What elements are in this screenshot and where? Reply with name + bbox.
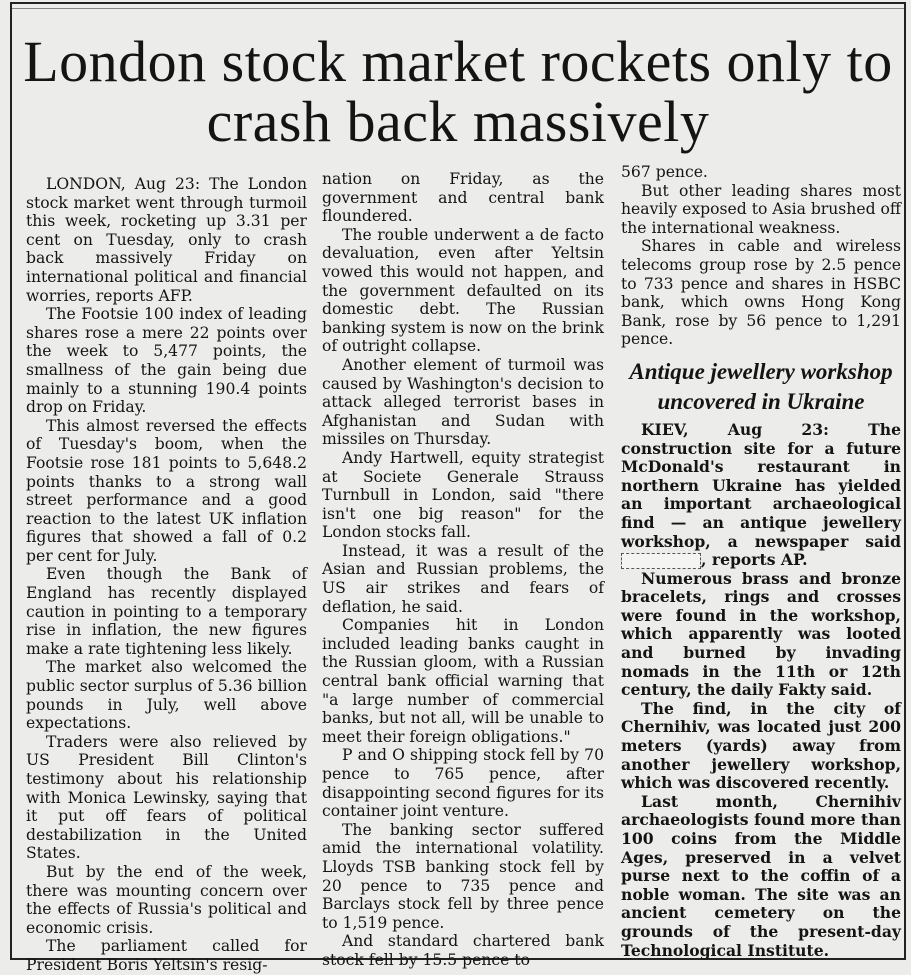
paragraph: The Footsie 100 index of leading shares rose a mere 22 points over the week to 5,477 points, the smallness of the gain being due mainly to a stunning 190.4 points drop on Friday. — [26, 305, 307, 417]
paragraph — [621, 421, 901, 570]
paragraph: This almost reversed the effects of Tuesday's boom, when the Footsie rose 181 points to 5,648.2 points thanks to a strong wall street performance and a good reaction to the latest UK inflation figures that showed a fall of 0.2 per cent for July. — [26, 416, 307, 565]
paragraph: Andy Hartwell, equity strategist at Societe Generale Strauss Turnbull in London, said "there isn't one big reason" for the London stocks fall. — [322, 448, 604, 542]
article-frame — [10, 2, 906, 974]
paragraph: The parliament called for President Boris Yeltsin's resig- — [26, 937, 307, 974]
paragraph: Companies hit in London included leading banks caught in the Russian gloom, with a Russian central bank official warning that "a large number of commercial banks, but not all, will be unable to meet their foreign obligations." — [322, 616, 604, 746]
paragraph: But other leading shares most heavily exposed to Asia brushed off the international weakness. — [621, 181, 901, 237]
paragraph: But by the end of the week, there was mounting concern over the effects of Russia's political and economic crisis. — [26, 862, 307, 937]
redacted-source — [621, 553, 701, 569]
column-3 — [621, 163, 901, 958]
paragraph: Another element of turmoil was caused by Washington's decision to attack alleged terrorist bases in Afghanistan and Sudan with missiles on Thursday. — [322, 355, 604, 449]
paragraph: 567 pence. — [621, 163, 708, 181]
paragraph: nation on Friday, as the government and central bank floundered. — [322, 170, 604, 226]
headline: London stock market rockets only to crash back massively — [23, 29, 893, 154]
paragraph: And standard chartered bank stock fell by 15.5 pence to — [322, 932, 604, 969]
paragraph: The banking sector suffered amid the international volatility. Lloyds TSB banking stock fell by 20 pence to 735 pence and Barclays stock fell by three pence to 1,519 pence. — [322, 820, 604, 932]
sidebar-story — [621, 421, 901, 960]
column-2 — [322, 170, 604, 969]
paragraph: LONDON, Aug 23: The London stock market went through turmoil this week, rocketing up 3.31 per cent on Tuesday, only to crash back massively Friday on international political and financial worries, reports AFP. — [26, 175, 307, 305]
column-1 — [26, 175, 307, 974]
top-rule — [12, 4, 904, 9]
paragraph: Shares in cable and wireless telecoms group rose by 2.5 pence to 733 pence and shares in HSBC bank, which owns Hong Kong Bank, rose by 56 pence to 1,291 pence. — [621, 237, 901, 349]
paragraph: Last month, Chernihiv archaeologists found more than 100 coins from the Middle Ages, preserved in a velvet purse next to the coffin of a noble woman. The site was an ancient cemetery on the grounds of the present-day Technological Institute. — [621, 791, 901, 960]
paragraph-text: KIEV, Aug 23: The construction site for a future McDonald's restaurant in northern Ukraine has yielded an important archaeological find — an antique jewellery workshop, a newspaper said — [621, 419, 901, 551]
paragraph: Even though the Bank of England has recently displayed caution in pointing to a temporary rise in inflation, the new figures make a rate tightening less likely. — [26, 565, 307, 658]
paragraph: Instead, it was a result of the Asian and Russian problems, the US air strikes and fears of deflation, he said. — [322, 541, 604, 616]
paragraph: Numerous brass and bronze bracelets, rings and crosses were found in the workshop, which apparently was looted and burned by invading nomads in the 11th or 12th century, the daily Fakty said. — [621, 568, 901, 700]
paragraph-text: , reports AP. — [701, 550, 808, 570]
paragraph: The market also welcomed the public sector surplus of 5.36 billion pounds in July, well above expectations. — [26, 658, 307, 733]
paragraph: The find, in the city of Chernihiv, was located just 200 meters (yards) away from another jewellery workshop, which was discovered recently. — [621, 698, 901, 793]
subheadline: Antique jewellery workshop uncovered in Ukraine — [629, 358, 893, 414]
paragraph: The rouble underwent a de facto devaluation, even after Yeltsin vowed this would not happen, and the government defaulted on its domestic debt. The Russian banking system is now on the brink of outright collapse. — [322, 225, 604, 356]
paragraph: Traders were also relieved by US President Bill Clinton's testimony about his relationship with Monica Lewinsky, saying that it put off fears of political destabilization in the United States. — [26, 732, 307, 863]
paragraph: P and O shipping stock fell by 70 pence to 765 pence, after disappointing second figures for its container joint venture. — [322, 746, 604, 821]
